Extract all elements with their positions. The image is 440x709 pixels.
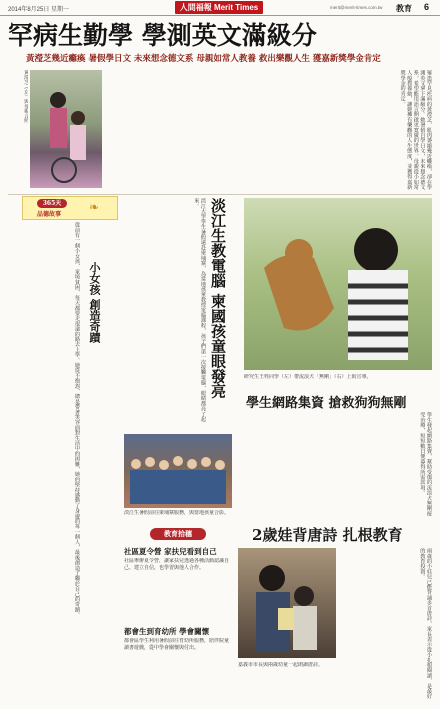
tamkang-photo-caption: 淡江生暑假前往柬埔寨服務，與當地孩童合影。 [124, 510, 230, 516]
tang-poem-body: 兩歲的小娃兒已能背誦多首唐詩，家長表示從小扎根閱讀，是最好的教育投資。 [419, 548, 432, 699]
main-headline: 罕病生勤學 學測英文滿級分 [8, 21, 317, 50]
brief-1-body: 社區舉辦夏令營，讓家扶兒透過各種活動認識自己、建立自信，也學習與他人合作。 [124, 558, 230, 571]
brief-2-body: 都會區學生利用暑假前往育幼所服務，陪伴院童讀書遊戲，從中學會關懷與付出。 [124, 638, 230, 651]
mayor-and-child-illustration [238, 548, 336, 658]
section-rule [8, 194, 432, 195]
column-365-banner [22, 196, 118, 220]
column-365-body-continued [100, 222, 114, 700]
column-365-body: 從前有一個小女孩，家境貧困，每天都要走很遠的路去上學。她從不抱怨，總是帶著笑容面對生活中的困難，她的堅持感動了身邊的每一個人，最後創造了屬於自己的奇蹟。 [74, 222, 80, 618]
dog-photo [244, 198, 432, 370]
brief-1-title: 社區夏令營 家扶兒看到自己 [124, 547, 217, 556]
page-number: 6 [424, 2, 430, 12]
tang-poem-photo-caption: 嘉義市市長與兩歲幼童一起朗讀唐詩。 [238, 662, 324, 668]
column-365-label: 品德故事 [37, 211, 62, 218]
column-365-headline: 小女孩 創造奇蹟 [88, 262, 101, 343]
column-365-badge: 365天 [37, 199, 67, 208]
dog-photo-caption: 研究生王姓同學（左）帶流浪犬「無剛」（右）上街宣導。 [244, 374, 372, 380]
tang-poem-headline: 2歲娃背唐詩 扎根教育 [252, 526, 403, 544]
briefs-label: 教育拾穗 [150, 528, 206, 540]
book-icon: ❧ [89, 200, 100, 214]
section-name: 教育 [396, 4, 412, 13]
main-photo-caption: 黃瀅芝（左）與母親合照 [23, 70, 28, 123]
contact-url: merit@merit-times.com.tw [330, 5, 383, 10]
main-story-body: 罹患罕見疾病的黃瀅芝，肌肉萎縮幾近癱瘓，卻在學測英文拿下滿級分。她暑假自學日文，未來想念德文系，希望能用語言開啟更寬廣的世界。母親從小如常人般教養她，讓她擁有樂觀的人生態度，並獲得嘉新獎學金的肯定。 [399, 70, 432, 190]
brief-2-title: 都會生到育幼所 學會關懷 [124, 627, 210, 636]
tamkang-photo [124, 434, 232, 508]
tamkang-headline: 淡江生教電腦 柬國孩童眼發亮 [209, 198, 227, 399]
main-subheadline: 黃瀅芝幾近癱瘓 暑假學日文 未來想念德文系 母親如常人教養 救出樂觀人生 獲嘉新獎學金肯定 [26, 54, 381, 64]
student-with-dog-illustration [244, 198, 432, 370]
issue-date: 2014年8月25日 星期一 [8, 7, 70, 13]
top-bar [0, 0, 440, 16]
dog-body: 學生發起網路集資，幫助受傷的流浪犬無剛接受治療，短短數日便募得所需款項。 [419, 412, 432, 516]
tang-poem-photo [238, 548, 336, 658]
masthead-logo: 人間福報 Merit Times [175, 1, 263, 14]
group-photo-illustration [124, 434, 232, 508]
wheelchair-photo-illustration [30, 70, 102, 188]
dog-headline: 學生網路集資 搶救狗狗無剛 [246, 396, 407, 411]
main-story-photo [30, 70, 102, 188]
tamkang-body: 淡江大學學生暑假遠赴柬埔寨，為當地孩童教授電腦課程，孩子們第一次接觸電腦，眼睛都亮了起來。 [193, 198, 206, 422]
